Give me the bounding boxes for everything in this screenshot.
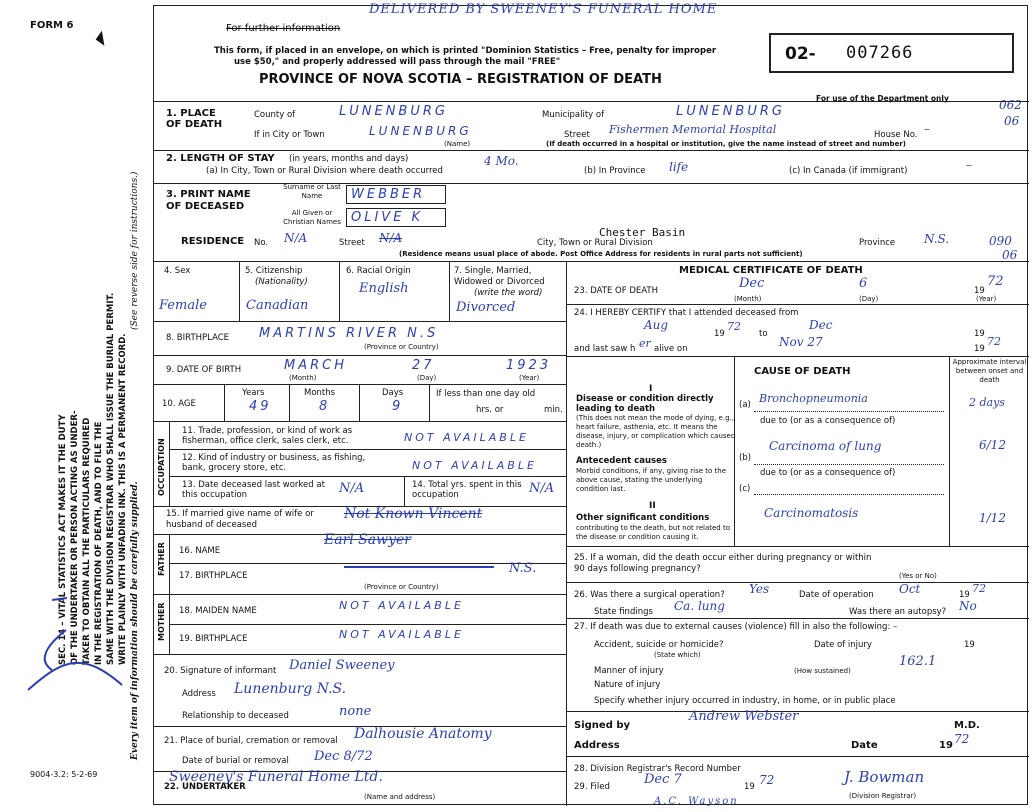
- dod-month-label: (Month): [734, 295, 762, 303]
- q17-label: 17. BIRTHPLACE: [179, 571, 248, 581]
- reg-prefix: 02-: [785, 44, 816, 64]
- cause-heading: CAUSE OF DEATH: [754, 366, 851, 377]
- q21-value: Dalhousie Anatomy: [354, 726, 492, 742]
- stay-a-value: 4 Mo.: [484, 154, 519, 168]
- registrar-signature: J. Bowman: [844, 768, 925, 786]
- margin-scribble: [22, 590, 132, 700]
- dod-month: Dec: [739, 276, 765, 291]
- q14-value: N/A: [529, 481, 555, 496]
- q12-value: NOT AVAILABLE: [412, 459, 537, 472]
- residence-street-value: N/A: [379, 231, 403, 245]
- how-sustained-label: (How sustained): [794, 667, 851, 675]
- length-of-stay-sub: (in years, months and days): [289, 154, 409, 164]
- q13-label: 13. Date deceased last worked at this occupation: [182, 480, 325, 500]
- cause-b-value: Carcinoma of lung: [769, 439, 882, 453]
- street-value: Fishermen Memorial Hospital: [609, 123, 777, 136]
- attended-to: Dec: [809, 318, 833, 332]
- dob-year-label: (Year): [519, 374, 540, 382]
- stay-b-value: life: [669, 160, 689, 174]
- side-notice-6: WRITE PLAINLY WITH UNFADING INK. THIS IS A PERMANENT RECORD.: [118, 333, 128, 665]
- birthplace-sub: (Province or Country): [364, 343, 439, 351]
- q28-label: 28. Division Registrar's Record Number: [574, 764, 741, 774]
- burial-date-value: Dec 8/72: [314, 749, 373, 764]
- dod-day: 6: [859, 276, 868, 291]
- q20-label: 20. Signature of informant: [164, 666, 277, 676]
- struck-header: For further information: [226, 23, 341, 34]
- age-months-value: 8: [319, 399, 331, 414]
- q15-label: 15. If married give name of wife or husband of deceased: [166, 509, 314, 530]
- residence-city-label: City, Town or Rural Division: [537, 238, 653, 248]
- last-saw-label: and last saw h: [574, 344, 636, 354]
- age-min-label: min.: [544, 405, 563, 415]
- alive-on-label: alive on: [654, 344, 688, 354]
- mail-notice-2: use $50," and properly addressed will pass through the mail "FREE": [234, 57, 561, 67]
- q20-value: Daniel Sweeney: [289, 658, 395, 673]
- age-label: 10. AGE: [162, 399, 196, 409]
- q27-label: 27. If death was due to external causes (violence) fill in also the following: –: [574, 622, 898, 632]
- surname-label: Surname or Last Name: [283, 183, 341, 200]
- due-to-label-1: due to (or as a consequence of): [760, 416, 896, 426]
- other-conditions-value: Carcinomatosis: [764, 506, 859, 520]
- racial-origin-label: 6. Racial Origin: [346, 266, 411, 276]
- filed-year-prefix: 19: [744, 782, 755, 792]
- occupation-side-label: OCCUPATION: [157, 438, 166, 496]
- stay-b-label: (b) In Province: [584, 166, 646, 176]
- dob-month: MARCH: [284, 358, 347, 373]
- form-title: PROVINCE OF NOVA SCOTIA – REGISTRATION OF DEATH: [259, 72, 662, 87]
- part-1-label: I: [649, 384, 653, 394]
- place-of-death-label: 1. PLACE OF DEATH: [166, 108, 223, 130]
- antecedent-note: Morbid conditions, if any, giving rise to the above cause, stating the underlying condition last.: [576, 467, 726, 493]
- informant-address-value: Lunenburg N.S.: [234, 681, 347, 697]
- birthplace-value: MARTINS RIVER N.S: [259, 326, 439, 341]
- last-saw-value: er: [639, 337, 651, 350]
- name-note: (Name): [444, 140, 471, 148]
- age-hrs-label: hrs. or: [476, 405, 504, 415]
- interval-a-value: 2 days: [969, 396, 1005, 409]
- dept-code-4: 06: [1002, 248, 1018, 262]
- marital-status-label: 7. Single, Married, Widowed or Divorced: [454, 266, 545, 287]
- form-number: FORM 6: [30, 20, 74, 31]
- manner-label: Manner of injury: [594, 666, 664, 676]
- undertaker-sub: (Name and address): [364, 793, 436, 801]
- attended-from-year-prefix: 19: [714, 329, 725, 339]
- dod-day-label: (Day): [859, 295, 879, 303]
- q25-sub: (Yes or No): [899, 572, 937, 580]
- dob-day-label: (Day): [417, 374, 437, 382]
- deceased-name-label: 3. PRINT NAME OF DECEASED: [166, 189, 251, 212]
- alive-on-value: Nov 27: [779, 335, 823, 349]
- residence-city-value: Chester Basin: [599, 226, 686, 239]
- sex-value: Female: [159, 298, 207, 313]
- cause-b-label: (b): [739, 453, 752, 463]
- signed-by-value: Andrew Webster: [689, 709, 799, 724]
- autopsy-value: No: [959, 599, 977, 613]
- attended-to-year-prefix: 19: [974, 329, 985, 339]
- specify-label: Specify whether injury occurred in industry, in home, or in public place: [594, 696, 896, 706]
- delivery-annotation: DELIVERED BY SWEENEY'S FUNERAL HOME: [369, 2, 718, 17]
- side-notice-2: OF THE UNDERTAKER OR PERSON ACTING AS UNDER-: [70, 410, 80, 665]
- dob-month-label: (Month): [289, 374, 317, 382]
- cause-c-label: (c): [739, 484, 751, 494]
- code-value: 162.1: [899, 654, 937, 669]
- given-names-value: OLIVE K: [351, 210, 424, 225]
- op-date-value: Oct: [899, 582, 921, 596]
- part-2-label: II: [649, 501, 656, 511]
- direct-cause-note: (This does not mean the mode of dying, e.g., heart failure, asthenia, etc. It means the disease, injury, or complication which caused death.): [576, 414, 736, 449]
- dob-year: 1923: [506, 358, 552, 373]
- citizenship-label: 5. Citizenship: [245, 266, 303, 276]
- q17-value: N.S.: [509, 561, 537, 576]
- q15-value: Not Known Vincent: [344, 506, 483, 522]
- citizenship-value: Canadian: [246, 298, 309, 313]
- residence-note: (Residence means usual place of abode. Post Office Address for residents in rural parts not sufficient): [399, 250, 803, 258]
- alive-year: 72: [987, 335, 1001, 348]
- medical-heading: MEDICAL CERTIFICATE OF DEATH: [679, 265, 863, 276]
- alive-year-prefix: 19: [974, 344, 985, 354]
- side-notice-1: SEC. 14 – VITAL STATISTICS ACT MAKES IT THE DUTY: [58, 414, 68, 665]
- residence-no-value: N/A: [284, 231, 308, 245]
- q14-label: 14. Total yrs. spent in this occupation: [412, 480, 522, 500]
- other-conditions-label: Other significant conditions: [576, 513, 710, 523]
- md-label: M.D.: [954, 720, 980, 731]
- q19-label: 19. BIRTHPLACE: [179, 634, 248, 644]
- reg-number: 007266: [846, 43, 914, 63]
- given-names-box: [346, 208, 446, 227]
- dept-code-1: 062: [999, 98, 1022, 112]
- city-value: LUNENBURG: [369, 124, 472, 138]
- marital-status-sub: (write the word): [474, 288, 543, 298]
- injury-year-prefix: 19: [964, 640, 975, 650]
- age-days-value: 9: [392, 399, 404, 414]
- hole-mark-icon: ◣: [94, 28, 113, 48]
- physician-address-label: Address: [574, 740, 620, 751]
- q12-label: 12. Kind of industry or business, as fishing, bank, grocery store, etc.: [182, 453, 366, 473]
- cause-a-value: Bronchopneumonia: [759, 392, 868, 405]
- autopsy-label: Was there an autopsy?: [849, 607, 947, 617]
- burial-date-label: Date of burial or removal: [182, 756, 289, 766]
- physician-year-prefix: 19: [939, 740, 953, 751]
- stay-c-label: (c) In Canada (if immigrant): [789, 166, 908, 176]
- attended-from-year: 72: [727, 320, 741, 333]
- county-value: LUNENBURG: [339, 104, 448, 119]
- other-conditions-note: contributing to the death, but not related to the disease or condition causing it.: [576, 524, 730, 541]
- registrar-label: (Division Registrar): [849, 792, 917, 800]
- mother-side-label: MOTHER: [157, 602, 166, 641]
- municipality-value: LUNENBURG: [676, 104, 785, 119]
- dob-day: 27: [412, 358, 435, 373]
- given-names-label: All Given or Christian Names: [283, 209, 341, 226]
- hospital-note: (If death occurred in a hospital or institution, give the name instead of street and number): [546, 140, 906, 148]
- racial-origin-value: English: [359, 281, 409, 296]
- sex-label: 4. Sex: [164, 266, 191, 276]
- age-years-label: Years: [242, 388, 265, 398]
- dob-label: 9. DATE OF BIRTH: [166, 365, 242, 375]
- interval-b-value: 6/12: [979, 438, 1006, 452]
- op-year-value: 72: [972, 582, 986, 595]
- residence-label: RESIDENCE: [181, 236, 245, 247]
- dod-year-prefix: 19: [974, 286, 985, 296]
- informant-address-label: Address: [182, 689, 216, 699]
- length-of-stay-label: 2. LENGTH OF STAY: [166, 153, 275, 164]
- attended-from: Aug: [644, 318, 669, 332]
- antecedent-label: Antecedent causes: [576, 456, 667, 466]
- q17-sub: (Province or Country): [364, 583, 439, 591]
- q13-value: N/A: [339, 481, 365, 496]
- interval-heading: Approximate interval between onset and death: [952, 358, 1027, 384]
- q22-label: 22. UNDERTAKER: [164, 782, 246, 792]
- q26-label: 26. Was there a surgical operation?: [574, 590, 725, 600]
- q18-value: NOT AVAILABLE: [339, 599, 464, 612]
- op-date-label: Date of operation: [799, 590, 874, 600]
- interval-other-value: 1/12: [979, 511, 1006, 525]
- side-notice-5: SAME WITH THE DIVISION REGISTRAR WHO SHALL ISSUE THE BURIAL PERMIT.: [106, 292, 116, 665]
- age-less-day-label: If less than one day old: [436, 389, 536, 399]
- municipality-label: Municipality of: [542, 110, 605, 120]
- injury-date-label: Date of injury: [814, 640, 872, 650]
- residence-no-label: No.: [254, 238, 269, 248]
- q22-value: Sweeney's Funeral Home Ltd.: [169, 769, 383, 785]
- side-instructions: (See reverse side for instructions.): [130, 171, 140, 330]
- surname-box: [346, 185, 446, 204]
- op-year-prefix: 19: [959, 590, 970, 600]
- residence-province-label: Province: [859, 238, 896, 248]
- q16-value: Earl Sawyer: [324, 532, 411, 548]
- dept-use-label: For use of the Department only: [816, 94, 949, 103]
- q16-label: 16. NAME: [179, 546, 221, 556]
- printed-code: 9004-3.2: 5-2-69: [30, 770, 98, 779]
- registration-number-box: [769, 33, 1014, 73]
- house-value: –: [924, 122, 930, 136]
- nature-label: Nature of injury: [594, 680, 661, 690]
- city-label: If in City or Town: [254, 130, 325, 140]
- side-notice-4: IN THE REGISTRATION OF DEATH, AND TO FILE THE: [94, 421, 104, 665]
- death-registration-form: [153, 2, 1028, 807]
- q11-label: 11. Trade, profession, or kind of work as fisherman, office clerk, sales clerk, etc.: [182, 426, 353, 446]
- dod-year: 72: [987, 274, 1004, 289]
- physician-year: 72: [954, 732, 970, 746]
- house-label: House No.: [874, 130, 918, 140]
- birthplace-label: 8. BIRTHPLACE: [166, 333, 230, 343]
- dept-code-2: 06: [1004, 114, 1020, 128]
- q29-label: 29. Filed: [574, 782, 610, 792]
- marital-status-value: Divorced: [456, 300, 516, 315]
- q11-value: NOT AVAILABLE: [404, 431, 529, 444]
- county-label: County of: [254, 110, 296, 120]
- citizenship-sub: (Nationality): [255, 277, 308, 287]
- father-side-label: FATHER: [157, 542, 166, 576]
- q26-value: Yes: [749, 582, 770, 596]
- direct-cause-label: Disease or condition directly leading to death: [576, 394, 714, 414]
- state-which-label: (State which): [654, 651, 701, 659]
- q18-label: 18. MAIDEN NAME: [179, 606, 257, 616]
- q19-value: NOT AVAILABLE: [339, 628, 464, 641]
- relationship-value: none: [339, 704, 372, 719]
- findings-value: Ca. lung: [674, 599, 725, 613]
- stay-c-value: –: [966, 158, 972, 172]
- findings-label: State findings: [594, 607, 653, 617]
- residence-street-label: Street: [339, 238, 365, 248]
- signed-by-label: Signed by: [574, 720, 631, 731]
- surname-value: WEBBER: [351, 187, 426, 202]
- relationship-label: Relationship to deceased: [182, 711, 289, 721]
- attended-to-label: to: [759, 329, 768, 339]
- bottom-name: A.C. Wayson: [654, 796, 739, 807]
- age-years-value: 49: [249, 399, 272, 414]
- dod-year-label: (Year): [976, 295, 997, 303]
- dept-code-3: 090: [989, 234, 1012, 248]
- residence-province-value: N.S.: [924, 232, 950, 246]
- filed-year: 72: [759, 773, 775, 787]
- mail-notice-1: This form, if placed in an envelope, on which is printed "Dominion Statistics – Free, penalty for improper: [214, 46, 717, 56]
- q24-label: 24. I HEREBY CERTIFY that I attended deceased from: [574, 308, 799, 318]
- age-days-label: Days: [382, 388, 404, 398]
- accident-label: Accident, suicide or homicide?: [594, 640, 724, 650]
- age-months-label: Months: [304, 388, 336, 398]
- side-notice-3: TAKER TO OBTAIN ALL THE PARTICULARS REQUIRED: [82, 417, 92, 665]
- side-supply-note: Every item of information should be carefully supplied.: [130, 481, 140, 760]
- due-to-label-2: due to (or as a consequence of): [760, 468, 896, 478]
- physician-date-label: Date: [851, 740, 878, 751]
- stay-a-label: (a) In City, Town or Rural Division where death occurred: [206, 166, 443, 176]
- street-label: Street: [564, 130, 590, 140]
- cause-a-label: (a): [739, 400, 751, 410]
- filed-value: Dec 7: [644, 772, 682, 787]
- q23-label: 23. DATE OF DEATH: [574, 286, 658, 296]
- q21-label: 21. Place of burial, cremation or removal: [164, 736, 338, 746]
- q25-label: 25. If a woman, did the death occur either during pregnancy or within 90 days following pregnancy?: [574, 553, 872, 574]
